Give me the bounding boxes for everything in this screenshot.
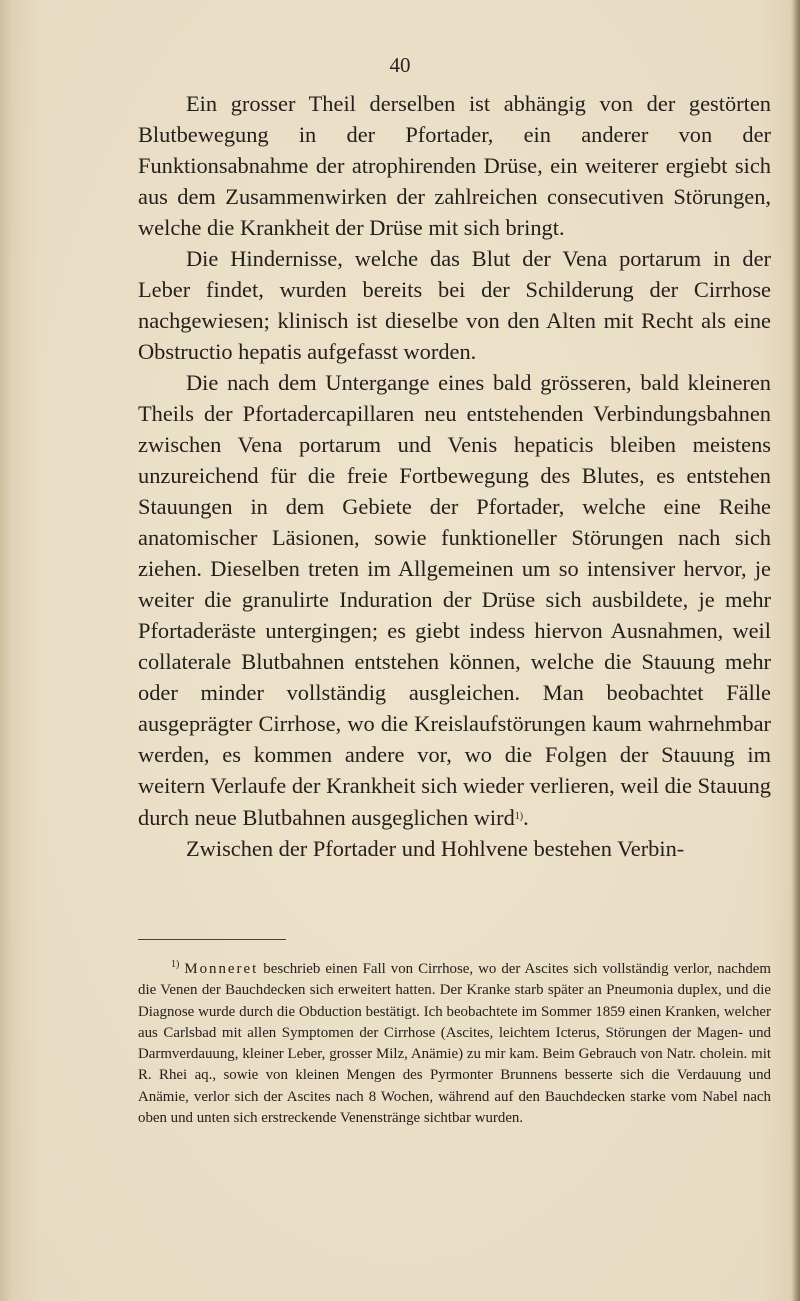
paragraph-4: Zwischen der Pfortader und Hohlvene bestehen Verbin- xyxy=(186,836,685,861)
paragraph-3-end: . xyxy=(523,805,529,830)
footnote-reference: 1) xyxy=(514,811,524,822)
footnote-paragraph xyxy=(138,954,771,1129)
footnote-marker: 1) xyxy=(171,959,180,970)
paragraph-1: Ein grosser Theil derselben ist abhängig von der gestörten Blutbewegung in der Pfortader, ein anderer von der Funktionsabnahme der atrophirenden Drüse, ein weiterer ergiebt sich aus dem Zusammenwirken der zahlreichen consecutiven Störungen, welche die Krankheit der Drüse mit sich bringt. xyxy=(138,91,771,240)
page-edge-shadow xyxy=(792,0,800,1301)
paragraph-3-text: Die nach dem Untergange eines bald grösseren, bald kleineren Theils der Pfortadercapillaren neu entstehenden Verbindungsbahnen zwischen Vena portarum und Venis hepaticis bleiben meistens unzureichend für die freie Fortbewegung des Blutes, es entstehen Stauungen in dem Gebiete der Pfortader, welche eine Reihe anatomischer Läsionen, sowie funktioneller Störungen nach sich ziehen. Dieselben treten im Allgemeinen um so intensiver hervor, je weiter die granulirte Induration der Drüse sich ausbildete, je mehr Pfortaderäste untergingen; es giebt indess hiervon Ausnahmen, weil collaterale Blutbahnen entstehen können, welche die Stauung mehr oder minder vollständig ausgleichen. Man beobachtet Fälle ausgeprägter Cirrhose, wo die Kreislaufstörungen kaum wahrnehmbar werden, es kommen andere vor, wo die Folgen der Stauung im weitern Verlaufe der Krankheit sich wieder verlieren, weil die Stauung durch neue Blutbahnen ausgeglichen wird xyxy=(138,370,771,830)
paragraph-2: Die Hindernisse, welche das Blut der Vena portarum in der Leber findet, wurden bereits bei der Schilderung der Cirrhose nachgewiesen; klinisch ist dieselbe von den Alten mit Recht als eine Obstructio hepatis aufgefasst worden. xyxy=(138,246,771,364)
footnote-divider xyxy=(138,939,286,940)
footnote-text: beschrieb einen Fall von Cirrhose, wo der Ascites sich vollständig verlor, nachdem die Venen der Bauchdecken sich erweitert hatten. Der Kranke starb später an Pneumonia duplex, und die Diagnose wurde durch die Obduction bestätigt. Ich beobachtete im Sommer 1859 einen Kranken, welcher aus Carlsbad mit allen Symptomen der Cirrhose (Ascites, leichtem Icterus, Störungen der Magen- und Darmverdauung, kleiner Leber, grosser Milz, Anämie) zu mir kam. Beim Gebrauch von Natr. cholein. mit R. Rhei aq., sowie von kleinen Mengen des Pyrmonter Brunnens besserte sich die Verdauung und Anämie, verlor sich der Ascites nach 8 Wochen, während auf den Bauchdecken starke vom Nabel nach oben und unten sich erstreckende Venenstränge sichtbar wurden. xyxy=(138,961,771,1127)
footnote-author: Monneret xyxy=(184,961,259,977)
paragraph-3 xyxy=(138,367,771,833)
footnote xyxy=(138,954,771,1129)
page-number: 40 xyxy=(389,53,411,77)
main-text xyxy=(138,88,771,864)
